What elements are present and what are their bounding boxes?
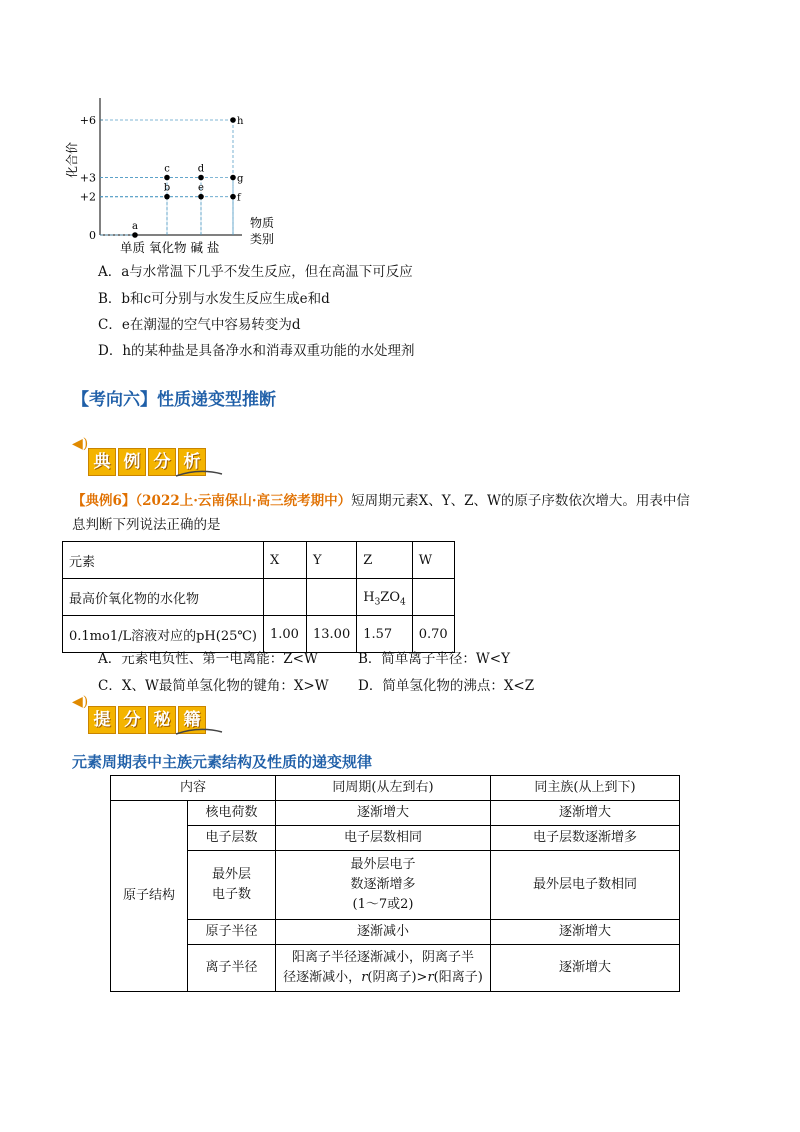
cell-line: 数逐渐增多 <box>350 877 416 892</box>
swoosh-decoration <box>174 726 224 738</box>
r-symbol: r <box>427 970 434 985</box>
table-cell <box>188 851 276 920</box>
option-d: D．h的某种盐是具备净水和消毒双重功能的水处理剂 <box>98 343 415 359</box>
element-table <box>62 541 455 653</box>
formula-h: H <box>363 589 375 605</box>
table-cell: 0.1mo1/L溶液对应的pH(25℃) <box>63 616 264 653</box>
y-tick-label: 0 <box>89 229 96 242</box>
table-cell <box>412 579 454 616</box>
example-tag: 【典例6】 <box>72 493 136 509</box>
table-header: 同主族(从上到下) <box>491 776 680 801</box>
group-label: 原子结构 <box>111 801 188 992</box>
table-cell <box>307 579 357 616</box>
example-line-1 <box>72 492 690 510</box>
point-label: e <box>198 182 204 194</box>
data-point-f <box>230 194 236 200</box>
cell-text: 径逐渐减小， <box>283 970 362 985</box>
subheading: 元素周期表中主族元素结构及性质的递变规律 <box>72 753 373 771</box>
table-cell: 逐渐增大 <box>491 920 680 945</box>
table-cell <box>276 851 491 920</box>
point-label: h <box>237 116 244 127</box>
speaker-icon: ◀) <box>72 436 89 452</box>
table-cell: 0.70 <box>412 616 454 653</box>
swoosh-decoration <box>174 468 224 480</box>
badge-char: 籍 <box>178 706 206 734</box>
table-header: W <box>412 542 454 579</box>
table-row <box>111 945 680 992</box>
formula-sub: 4 <box>400 597 406 608</box>
data-point-c <box>164 175 170 181</box>
badge-char: 典 <box>88 448 116 476</box>
cell-line: 阳离子半径逐渐减小，阴离子半 <box>291 950 474 965</box>
r-symbol: r <box>361 970 368 985</box>
option2-a: A．元素电负性、第一电离能：Z<W <box>98 651 318 667</box>
cell-text: (阳离子) <box>433 970 483 985</box>
x-axis-title-2: 类别 <box>250 232 275 246</box>
y-tick-label: +6 <box>79 114 96 127</box>
table-row <box>111 826 680 851</box>
badge-char: 分 <box>118 706 146 734</box>
badge-char: 例 <box>118 448 146 476</box>
table-cell: 逐渐增大 <box>491 945 680 992</box>
table-cell: 最高价氧化物的水化物 <box>63 579 264 616</box>
table-cell: 电子层数相同 <box>276 826 491 851</box>
option-a: A．a与水常温下几乎不发生反应，但在高温下可反应 <box>98 264 413 280</box>
speaker-icon: ◀) <box>72 694 89 710</box>
example-text-1: 短周期元素X、Y、Z、W的原子序数依次增大。用表中信 <box>351 493 690 509</box>
point-label: g <box>237 173 244 185</box>
table-cell: 离子半径 <box>188 945 276 992</box>
table-header: 元素 <box>63 542 264 579</box>
formula-zo: ZO <box>380 589 400 605</box>
data-point-h <box>230 117 236 123</box>
table-row <box>111 920 680 945</box>
badge-char: 分 <box>148 448 176 476</box>
y-axis-title: 化合价 <box>65 141 79 179</box>
data-point-e <box>198 194 204 200</box>
table-header: 同周期(从左到右) <box>276 776 491 801</box>
y-tick-label: +3 <box>79 171 96 185</box>
cell-line: 最外层电子 <box>350 857 416 872</box>
table-cell: 逐渐增大 <box>276 801 491 826</box>
table-header: 内容 <box>111 776 276 801</box>
badge-char: 提 <box>88 706 116 734</box>
point-label: b <box>163 182 171 194</box>
cell-line <box>280 968 486 988</box>
table-cell: 逐渐增大 <box>491 801 680 826</box>
option-c: C．e在潮湿的空气中容易转变为d <box>98 317 301 333</box>
table-row <box>63 616 455 653</box>
table-row <box>63 579 455 616</box>
table-cell <box>276 945 491 992</box>
table-cell: 核电荷数 <box>188 801 276 826</box>
section-title: 【考向六】性质递变型推断 <box>72 390 276 410</box>
table-cell: 1.00 <box>264 616 307 653</box>
x-category-labels: 单质 氧化物 碱 盐 <box>120 240 220 255</box>
data-point-g <box>230 175 236 181</box>
point-label: a <box>132 221 138 232</box>
table-cell-formula <box>357 579 413 616</box>
table-row <box>111 776 680 801</box>
badge-example-analysis <box>72 436 228 480</box>
data-point-b <box>164 194 170 200</box>
table-cell: 13.00 <box>307 616 357 653</box>
table-cell: 电子层数逐渐增多 <box>491 826 680 851</box>
point-label: f <box>237 192 241 204</box>
table-header: Z <box>357 542 413 579</box>
table-row <box>111 851 680 920</box>
option2-b: B．简单离子半径：W<Y <box>358 651 511 667</box>
table-cell: 逐渐减小 <box>276 920 491 945</box>
table-cell: 电子层数 <box>188 826 276 851</box>
badge-char: 析 <box>178 448 206 476</box>
y-tick-label: +2 <box>79 190 96 204</box>
cell-text: (阴离子)> <box>367 970 428 985</box>
point-label: c <box>164 163 170 175</box>
trend-table <box>110 775 680 992</box>
data-point-a <box>132 232 138 238</box>
example-source: （2022上·云南保山·高三统考期中） <box>135 493 352 509</box>
table-header: Y <box>307 542 357 579</box>
table-cell: 最外层电子数相同 <box>491 851 680 920</box>
valence-chart <box>60 90 290 260</box>
option-b: B．b和c可分别与水发生反应生成e和d <box>98 291 330 307</box>
table-cell <box>264 579 307 616</box>
cell-line: (1～7或2) <box>352 897 414 912</box>
data-point-d <box>198 175 204 181</box>
table-cell: 原子半径 <box>188 920 276 945</box>
x-axis-title-1: 物质 <box>250 216 275 230</box>
cell-line: 最外层 <box>211 867 251 882</box>
table-row <box>63 542 455 579</box>
table-cell: 1.57 <box>357 616 413 653</box>
formula-sub: 3 <box>374 597 381 608</box>
badge-char: 秘 <box>148 706 176 734</box>
example-text-2: 息判断下列说法正确的是 <box>72 517 221 533</box>
cell-line: 电子数 <box>211 887 251 902</box>
badge-score-tips <box>72 694 228 738</box>
table-row <box>111 801 680 826</box>
table-header: X <box>264 542 307 579</box>
option2-c: C．X、W最简单氢化物的键角：X>W <box>98 678 329 694</box>
option2-d: D．简单氢化物的沸点：X<Z <box>358 678 535 694</box>
point-label: d <box>197 163 205 175</box>
